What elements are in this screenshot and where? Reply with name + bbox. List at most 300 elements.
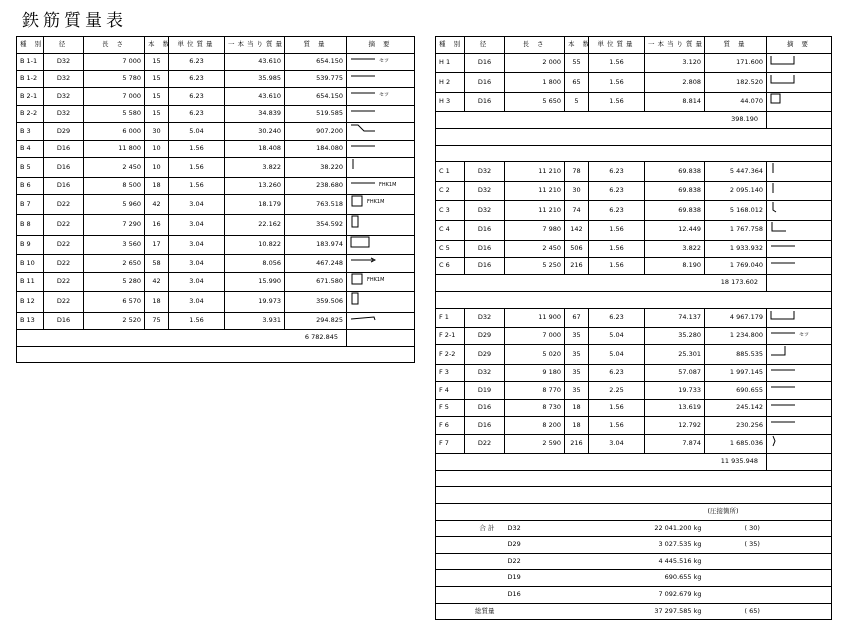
length-cell: 11 210 — [505, 181, 565, 201]
summary-label — [436, 537, 505, 554]
diameter-cell: D16 — [465, 73, 505, 93]
quantity-cell: 55 — [565, 53, 589, 73]
length-cell: 2 450 — [84, 158, 145, 178]
shape-cell — [767, 53, 832, 73]
summary-mass: 7 092.679 kg — [565, 586, 705, 603]
mark-cell: F 6 — [436, 417, 465, 434]
length-cell: 7 980 — [505, 220, 565, 240]
joint-count-header: (圧接箇所) — [705, 504, 832, 521]
diameter-cell: D16 — [44, 178, 84, 195]
table-row — [17, 88, 415, 105]
shape-cell — [767, 181, 832, 201]
length-cell: 2 590 — [505, 434, 565, 454]
mass-per-bar-cell: 8.190 — [645, 257, 705, 274]
shape-cell — [767, 345, 832, 365]
summary-mass: 3 027.535 kg — [565, 537, 705, 554]
diameter-cell: D16 — [465, 220, 505, 240]
shape-cell — [347, 195, 415, 215]
mass-per-bar-cell: 15.990 — [225, 272, 285, 292]
table-row — [17, 123, 415, 141]
quantity-cell: 35 — [565, 345, 589, 365]
mass-cell: 519.585 — [285, 105, 347, 122]
unit-mass-cell: 1.56 — [169, 141, 225, 158]
mass-per-bar-cell: 69.838 — [645, 162, 705, 182]
empty-cell — [436, 487, 832, 504]
diameter-cell: D16 — [44, 158, 84, 178]
quantity-cell: 15 — [145, 105, 169, 122]
quantity-cell: 17 — [145, 235, 169, 255]
mass-cell: 763.518 — [285, 195, 347, 215]
shape-cell — [767, 417, 832, 434]
quantity-cell: 42 — [145, 272, 169, 292]
length-cell: 7 000 — [84, 53, 145, 70]
empty-cell — [767, 112, 832, 129]
mark-cell: F 2-1 — [436, 328, 465, 345]
mass-cell: 183.974 — [285, 235, 347, 255]
bar-shape-lup — [770, 345, 788, 364]
length-cell: 5 020 — [505, 345, 565, 365]
table-row — [436, 365, 832, 382]
mass-cell: 1 769.040 — [705, 257, 767, 274]
shape-cell — [767, 365, 832, 382]
diameter-cell: D32 — [44, 105, 84, 122]
mass-cell: 5 168.012 — [705, 201, 767, 221]
unit-mass-cell: 1.56 — [589, 417, 645, 434]
bar-shape-line — [770, 365, 796, 381]
unit-mass-cell: 6.23 — [589, 201, 645, 221]
table-row — [436, 201, 832, 221]
mass-cell: 38.220 — [285, 158, 347, 178]
diameter-cell: D29 — [465, 345, 505, 365]
mark-cell: F 7 — [436, 434, 465, 454]
column-header: 摘 要 — [347, 37, 415, 54]
unit-mass-cell: 3.04 — [169, 215, 225, 236]
quantity-cell: 35 — [565, 365, 589, 382]
table-row — [436, 399, 832, 416]
diameter-cell: D22 — [465, 434, 505, 454]
mark-cell: C 4 — [436, 220, 465, 240]
table-row — [17, 292, 415, 313]
unit-mass-cell: 5.04 — [589, 328, 645, 345]
table-row — [436, 308, 832, 328]
mass-cell: 171.600 — [705, 53, 767, 73]
table-row — [436, 73, 832, 93]
shape-cell — [347, 158, 415, 178]
length-cell: 1 800 — [505, 73, 565, 93]
length-cell: 9 180 — [505, 365, 565, 382]
length-cell: 5 650 — [505, 92, 565, 112]
table-row — [17, 312, 415, 329]
shape-cell — [347, 53, 415, 70]
quantity-cell: 30 — [145, 123, 169, 141]
grand-total-label: 総質量 — [436, 603, 505, 620]
shape-cell — [767, 382, 832, 399]
quantity-cell: 15 — [145, 53, 169, 70]
length-cell: 11 210 — [505, 201, 565, 221]
mark-cell: H 3 — [436, 92, 465, 112]
summary-joints: ( 35) — [705, 537, 832, 554]
table-row — [17, 235, 415, 255]
column-header: 単位質量 — [589, 37, 645, 54]
mass-per-bar-cell: 3.822 — [645, 240, 705, 257]
table-row — [17, 158, 415, 178]
diameter-cell: D16 — [44, 141, 84, 158]
shape-cell — [767, 328, 832, 345]
mark-cell: B 6 — [17, 178, 44, 195]
quantity-cell: 10 — [145, 158, 169, 178]
length-cell: 11 800 — [84, 141, 145, 158]
summary-joints — [705, 586, 832, 603]
mass-per-bar-cell: 2.808 — [645, 73, 705, 93]
quantity-cell: 5 — [565, 92, 589, 112]
mass-cell: 182.520 — [705, 73, 767, 93]
bar-shape-ubar — [770, 54, 796, 73]
length-cell: 8 730 — [505, 399, 565, 416]
shape-cell — [767, 162, 832, 182]
column-header: 長 さ — [84, 37, 145, 54]
mass-per-bar-cell: 35.985 — [225, 70, 285, 87]
bar-shape-line — [770, 328, 796, 344]
unit-mass-cell: 3.04 — [169, 235, 225, 255]
diameter-cell: D16 — [465, 92, 505, 112]
mass-cell: 184.080 — [285, 141, 347, 158]
bar-shape-line — [770, 382, 796, 398]
mass-cell: 671.580 — [285, 272, 347, 292]
summary-diameter: D29 — [505, 537, 565, 554]
mass-per-bar-cell: 3.822 — [225, 158, 285, 178]
bar-shape-bentdown — [350, 123, 376, 140]
bar-shape-hook — [350, 313, 376, 329]
quantity-cell: 15 — [145, 88, 169, 105]
column-header: 本 数 — [565, 37, 589, 54]
mass-per-bar-cell: 19.733 — [645, 382, 705, 399]
mark-cell: B 2-2 — [17, 105, 44, 122]
mass-per-bar-cell: 8.814 — [645, 92, 705, 112]
summary-label — [436, 570, 505, 587]
shape-cell — [347, 141, 415, 158]
mark-cell: H 1 — [436, 53, 465, 73]
mark-cell: B 5 — [17, 158, 44, 178]
mass-per-bar-cell: 8.056 — [225, 255, 285, 272]
summary-label: 合 計 — [436, 520, 505, 537]
bar-shape-ubar — [770, 73, 796, 92]
table-row — [436, 328, 832, 345]
column-header: 種 別 — [436, 37, 465, 54]
empty-cell — [505, 603, 565, 620]
quantity-cell: 65 — [565, 73, 589, 93]
mass-cell: 654.150 — [285, 88, 347, 105]
summary-row — [436, 586, 832, 603]
unit-mass-cell: 1.56 — [589, 53, 645, 73]
table-row — [436, 53, 832, 73]
mass-cell: 245.142 — [705, 399, 767, 416]
mass-per-bar-cell: 57.087 — [645, 365, 705, 382]
shape-cell — [347, 178, 415, 195]
summary-mass: 22 041.200 kg — [565, 520, 705, 537]
bar-shape-line — [350, 141, 376, 157]
shape-cell — [767, 92, 832, 112]
diameter-cell: D16 — [465, 417, 505, 434]
bar-shape-line — [770, 400, 796, 416]
summary-diameter: D22 — [505, 553, 565, 570]
unit-mass-cell: 3.04 — [169, 195, 225, 215]
shape-cell — [767, 399, 832, 416]
blank-row — [436, 291, 832, 308]
mark-cell: C 5 — [436, 240, 465, 257]
mass-cell: 907.200 — [285, 123, 347, 141]
mass-per-bar-cell: 25.301 — [645, 345, 705, 365]
length-cell: 8 500 — [84, 178, 145, 195]
mass-per-bar-cell: 12.449 — [645, 220, 705, 240]
diameter-cell: D32 — [465, 201, 505, 221]
table-row — [436, 92, 832, 112]
sheet-title: 鉄筋質量表 — [22, 11, 127, 31]
summary-joints — [705, 570, 832, 587]
summary-joints: ( 30) — [705, 520, 832, 537]
grand-total-joints: ( 65) — [705, 603, 832, 620]
mass-per-bar-cell: 22.162 — [225, 215, 285, 236]
subtotal-row — [436, 112, 832, 129]
empty-cell — [436, 291, 832, 308]
diameter-cell: D22 — [44, 195, 84, 215]
length-cell: 5 280 — [84, 272, 145, 292]
mass-cell: 654.150 — [285, 53, 347, 70]
shape-cell — [347, 235, 415, 255]
mark-cell: B 1-1 — [17, 53, 44, 70]
table-row — [17, 53, 415, 70]
mark-cell: F 5 — [436, 399, 465, 416]
unit-mass-cell: 3.04 — [169, 255, 225, 272]
unit-mass-cell: 1.56 — [589, 220, 645, 240]
column-header: 種 別 — [17, 37, 44, 54]
mass-per-bar-cell: 18.408 — [225, 141, 285, 158]
diameter-cell: D22 — [44, 215, 84, 236]
mark-cell: B 7 — [17, 195, 44, 215]
bar-shape-line — [770, 241, 796, 257]
shape-cell — [767, 257, 832, 274]
shape-cell — [347, 215, 415, 236]
quantity-cell: 42 — [145, 195, 169, 215]
left-rebar-table — [16, 36, 415, 363]
diameter-cell: D16 — [465, 53, 505, 73]
mass-per-bar-cell: 13.619 — [645, 399, 705, 416]
shape-cell — [347, 70, 415, 87]
mass-per-bar-cell: 30.240 — [225, 123, 285, 141]
bar-shape-stirrup — [350, 195, 364, 214]
unit-mass-cell: 1.56 — [589, 73, 645, 93]
subtotal-value: 6 782.845 — [17, 330, 347, 347]
mass-cell: 294.825 — [285, 312, 347, 329]
mark-cell: C 3 — [436, 201, 465, 221]
unit-mass-cell: 6.23 — [169, 105, 225, 122]
unit-mass-cell: 1.56 — [589, 92, 645, 112]
bar-shape-ubar — [770, 309, 796, 328]
remark-note: FHK1M — [367, 276, 385, 283]
mass-per-bar-cell: 12.792 — [645, 417, 705, 434]
length-cell: 5 580 — [84, 105, 145, 122]
mass-cell: 885.535 — [705, 345, 767, 365]
remark-note: FHK1M — [367, 199, 385, 206]
diameter-cell: D22 — [44, 272, 84, 292]
column-header: 摘 要 — [767, 37, 832, 54]
length-cell: 5 780 — [84, 70, 145, 87]
column-header: 径 — [44, 37, 84, 54]
length-cell: 3 560 — [84, 235, 145, 255]
quantity-cell: 18 — [565, 399, 589, 416]
mass-cell: 1 685.036 — [705, 434, 767, 454]
quantity-cell: 74 — [565, 201, 589, 221]
table-row — [436, 434, 832, 454]
remark-note: セツ — [799, 332, 810, 339]
mass-per-bar-cell: 69.838 — [645, 181, 705, 201]
quantity-cell: 18 — [565, 417, 589, 434]
table-row — [17, 178, 415, 195]
table-row — [436, 240, 832, 257]
subtotal-value: 18 173.602 — [436, 275, 767, 292]
table-row — [436, 382, 832, 399]
length-cell: 2 000 — [505, 53, 565, 73]
mass-cell: 238.680 — [285, 178, 347, 195]
mark-cell: F 4 — [436, 382, 465, 399]
diameter-cell: D32 — [465, 162, 505, 182]
length-cell: 8 200 — [505, 417, 565, 434]
unit-mass-cell: 5.04 — [169, 123, 225, 141]
unit-mass-cell: 2.25 — [589, 382, 645, 399]
unit-mass-cell: 6.23 — [169, 70, 225, 87]
bar-shape-line — [350, 106, 376, 122]
empty-cell — [767, 454, 832, 471]
shape-cell — [767, 220, 832, 240]
shape-cell — [767, 201, 832, 221]
bar-shape-vbar — [350, 158, 356, 177]
table-row — [17, 70, 415, 87]
diameter-cell: D22 — [44, 292, 84, 313]
unit-mass-cell: 6.23 — [589, 162, 645, 182]
length-cell: 11 900 — [505, 308, 565, 328]
table-row — [17, 255, 415, 272]
table-row — [436, 257, 832, 274]
quantity-cell: 78 — [565, 162, 589, 182]
diameter-cell: D32 — [465, 181, 505, 201]
quantity-cell: 10 — [145, 141, 169, 158]
column-header: 本 数 — [145, 37, 169, 54]
diameter-cell: D22 — [44, 255, 84, 272]
quantity-cell: 506 — [565, 240, 589, 257]
unit-mass-cell: 1.56 — [169, 312, 225, 329]
unit-mass-cell: 5.04 — [589, 345, 645, 365]
grand-total-row — [436, 603, 832, 620]
mass-per-bar-cell: 34.839 — [225, 105, 285, 122]
bar-shape-line — [350, 88, 376, 104]
bar-shape-line — [350, 54, 376, 70]
quantity-cell: 67 — [565, 308, 589, 328]
bar-shape-tallbox — [350, 215, 360, 235]
diameter-cell: D29 — [465, 328, 505, 345]
mass-per-bar-cell: 69.838 — [645, 201, 705, 221]
quantity-cell: 18 — [145, 292, 169, 313]
mark-cell: B 11 — [17, 272, 44, 292]
shape-cell — [347, 88, 415, 105]
unit-mass-cell: 1.56 — [589, 399, 645, 416]
header-row — [17, 37, 415, 54]
column-header: 一本当り質量 — [225, 37, 285, 54]
length-cell: 5 250 — [505, 257, 565, 274]
quantity-cell: 75 — [145, 312, 169, 329]
shape-cell — [767, 434, 832, 454]
summary-label — [436, 586, 505, 603]
diameter-cell: D32 — [465, 308, 505, 328]
unit-mass-cell: 6.23 — [589, 365, 645, 382]
quantity-cell: 142 — [565, 220, 589, 240]
diameter-cell: D32 — [465, 365, 505, 382]
length-cell: 7 290 — [84, 215, 145, 236]
mass-cell: 1 933.932 — [705, 240, 767, 257]
mass-cell: 690.655 — [705, 382, 767, 399]
shape-cell — [347, 292, 415, 313]
diameter-cell: D16 — [465, 240, 505, 257]
table-row — [436, 162, 832, 182]
remark-note: FHK1M — [379, 182, 397, 189]
mass-per-bar-cell: 10.822 — [225, 235, 285, 255]
mark-cell: B 3 — [17, 123, 44, 141]
empty-cell — [436, 128, 832, 145]
shape-cell — [347, 312, 415, 329]
header-row — [436, 37, 832, 54]
bar-shape-vbar — [770, 162, 776, 181]
right-rebar-table — [435, 36, 832, 620]
blank-row — [436, 470, 832, 487]
column-header: 一本当り質量 — [645, 37, 705, 54]
unit-mass-cell: 6.23 — [169, 53, 225, 70]
blank-row — [436, 145, 832, 162]
mass-per-bar-cell: 3.931 — [225, 312, 285, 329]
diameter-cell: D22 — [44, 235, 84, 255]
blank-row — [17, 346, 415, 363]
blank-row — [436, 487, 832, 504]
quantity-cell: 216 — [565, 434, 589, 454]
mass-cell: 2 095.140 — [705, 181, 767, 201]
shape-cell — [347, 255, 415, 272]
mark-cell: H 2 — [436, 73, 465, 93]
bar-shape-tallbox — [350, 292, 360, 312]
diameter-cell: D29 — [44, 123, 84, 141]
unit-mass-cell: 1.56 — [589, 240, 645, 257]
mass-cell: 44.070 — [705, 92, 767, 112]
length-cell: 8 770 — [505, 382, 565, 399]
length-cell: 2 650 — [84, 255, 145, 272]
mass-cell: 467.248 — [285, 255, 347, 272]
table-row — [436, 417, 832, 434]
mass-per-bar-cell: 35.280 — [645, 328, 705, 345]
empty-cell — [436, 145, 832, 162]
mark-cell: B 10 — [17, 255, 44, 272]
remark-note: セツ — [379, 57, 390, 64]
table-row — [17, 215, 415, 236]
length-cell: 7 000 — [84, 88, 145, 105]
quantity-cell: 15 — [145, 70, 169, 87]
summary-row — [436, 520, 832, 537]
diameter-cell: D32 — [44, 88, 84, 105]
mark-cell: B 2-1 — [17, 88, 44, 105]
length-cell: 2 520 — [84, 312, 145, 329]
quantity-cell: 58 — [145, 255, 169, 272]
length-cell: 7 000 — [505, 328, 565, 345]
mass-per-bar-cell: 43.610 — [225, 53, 285, 70]
subtotal-row — [436, 454, 832, 471]
mark-cell: B 8 — [17, 215, 44, 236]
mass-cell: 359.506 — [285, 292, 347, 313]
unit-mass-cell: 6.23 — [169, 88, 225, 105]
